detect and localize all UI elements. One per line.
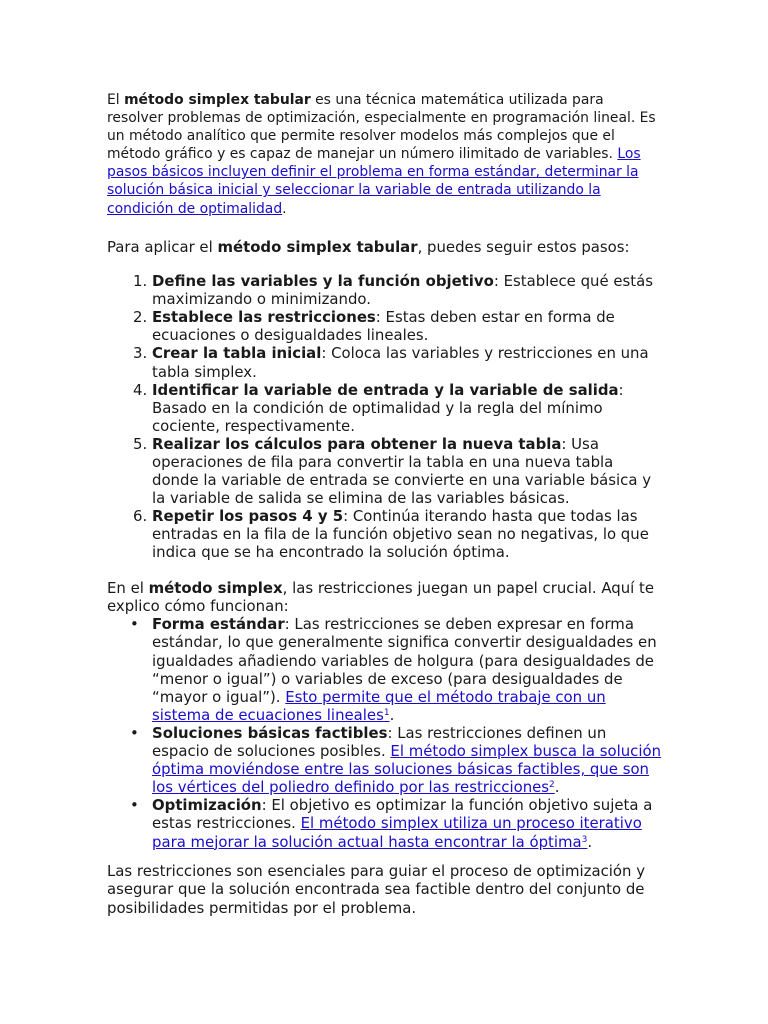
footnote-ref[interactable]: 3 xyxy=(581,834,588,845)
intro-link[interactable]: Los pasos básicos incluyen definir el problema en forma estándar, determinar la solución básica inicial y seleccionar la variable de entrada utilizando la condición de optimalidad xyxy=(107,146,641,217)
intro-bold: método simplex tabular xyxy=(124,92,311,108)
constraints-intro-text: , las restricciones juegan un papel crucial. Aquí te explico cómo funcionan: xyxy=(107,578,655,615)
steps-intro-paragraph xyxy=(107,238,662,256)
constraint-title: Optimización xyxy=(152,796,262,815)
intro-text: . xyxy=(282,200,287,217)
step-item xyxy=(152,344,662,380)
constraint-link-text[interactable]: El método simplex busca la solución óptima moviéndose entre las soluciones básicas factibles, que son los vértices del poliedro definido por las restricciones xyxy=(152,742,662,797)
bullet-icon: • xyxy=(130,615,139,634)
constraint-end: . xyxy=(554,778,560,797)
step-text: : Continúa iterando hasta que todas las entradas en la fila de la función objetivo sean no negativas, lo que indica que se ha encontrado la solución óptima. xyxy=(152,507,649,562)
steps-list xyxy=(107,272,662,562)
constraint-link-text[interactable]: Esto permite que el método trabaje con un sistema de ecuaciones lineales xyxy=(152,687,606,724)
constraints-list xyxy=(107,615,662,850)
step-text: : Basado en la condición de optimalidad y la regla del mínimo cociente, respectivamente. xyxy=(152,380,624,435)
closing-paragraph: Las restricciones son esenciales para guiar el proceso de optimización y asegurar que la solución encontrada sea factible dentro del conjunto de posibilidades permitidas por el problema. xyxy=(107,861,646,917)
constraint-end: . xyxy=(389,705,395,724)
constraint-text: : El objetivo es optimizar la función objetivo sujeta a estas restricciones. xyxy=(152,796,653,833)
step-item xyxy=(152,272,662,308)
step-text: : Establece qué estás maximizando o minimizando. xyxy=(152,272,653,309)
step-text: : Estas deben estar en forma de ecuaciones o desigualdades lineales. xyxy=(152,308,615,345)
steps-intro-text: Para aplicar el xyxy=(107,237,218,256)
constraint-title: Forma estándar xyxy=(152,615,285,634)
step-title: Define las variables y la función objetivo xyxy=(152,272,494,291)
step-item xyxy=(152,435,662,507)
constraint-end: . xyxy=(587,832,593,851)
constraint-item xyxy=(130,723,662,797)
step-title: Realizar los cálculos para obtener la nueva tabla xyxy=(152,434,562,453)
step-title: Crear la tabla inicial xyxy=(152,344,322,363)
step-item xyxy=(152,381,662,435)
intro-paragraph xyxy=(107,91,662,218)
constraint-text: : Las restricciones definen un espacio de soluciones posibles. xyxy=(152,723,607,761)
step-text: : Coloca las variables y restricciones en una tabla simplex. xyxy=(152,344,649,381)
step-item xyxy=(152,308,662,344)
constraint-title: Soluciones básicas factibles xyxy=(152,723,388,742)
document-body xyxy=(107,91,662,917)
constraints-intro-paragraph xyxy=(107,579,662,616)
bullet-icon: • xyxy=(130,796,139,815)
step-text: : Usa operaciones de fila para convertir la tabla en una nueva tabla donde la variable de entrada se convierte en una variable básica y la variable de salida se elimina de las variables básicas. xyxy=(152,434,652,508)
steps-intro-text: , puedes seguir estos pasos: xyxy=(417,237,630,256)
footnote-ref[interactable]: 2 xyxy=(549,780,555,791)
constraints-intro-text: En el xyxy=(107,578,149,597)
constraints-intro-bold: método simplex xyxy=(148,578,283,597)
step-item xyxy=(152,507,662,561)
intro-text: es una técnica matemática utilizada para resolver problemas de optimización, especialmente en programación lineal. Es un método analítico que permite resolver modelos más complejos que el método gráfico y es capaz de manejar un número ilimitado de variables. xyxy=(107,92,656,163)
steps-intro-bold: método simplex tabular xyxy=(217,237,418,256)
step-title: Identificar la variable de entrada y la variable de salida xyxy=(152,380,619,399)
intro-text: El xyxy=(107,92,125,108)
step-title: Establece las restricciones xyxy=(152,308,376,327)
constraint-item xyxy=(130,796,662,851)
bullet-icon: • xyxy=(130,723,139,742)
constraint-text: : Las restricciones se deben expresar en forma estándar, lo que generalmente significa convertir desigualdades en igualdades añadiendo variables de holgura (para desigualdades de “menor o igual”) o variables de exceso (para desigualdades de “mayor o igual”). xyxy=(152,615,657,706)
footnote-ref[interactable]: 1 xyxy=(383,707,390,718)
constraint-item xyxy=(130,615,662,724)
step-title: Repetir los pasos 4 y 5 xyxy=(152,507,344,526)
constraint-link-text[interactable]: El método simplex utiliza un proceso iterativo para mejorar la solución actual hasta encontrar la óptima xyxy=(152,814,642,851)
